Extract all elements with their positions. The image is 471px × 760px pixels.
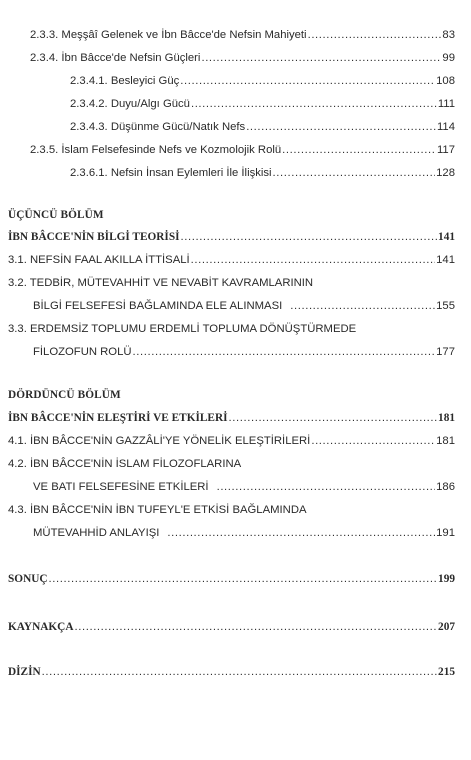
toc-entry-page: 191 (436, 527, 455, 539)
toc-entry-4-3-line1[interactable]: 4.3. İBN BÂCCE'NİN İBN TUFEYL'E ETKİSİ BAĞLAMINDA (8, 504, 307, 516)
dot-leader (217, 480, 436, 494)
toc-entry-2-3-5[interactable] (30, 143, 455, 157)
toc-entry-kaynakca[interactable] (8, 620, 455, 634)
toc-entry-title: VE BATI FELSEFESİNE ETKİLERİ (33, 481, 209, 493)
toc-entry-page: 99 (442, 52, 455, 64)
chapter-page: 141 (438, 231, 455, 243)
toc-entry-page: 155 (436, 300, 455, 312)
dot-leader (246, 120, 436, 134)
toc-entry-2-3-3[interactable] (30, 28, 455, 42)
toc-entry-page: 114 (436, 121, 455, 133)
dot-leader (201, 51, 441, 65)
toc-entry-2-3-4-1[interactable] (70, 74, 455, 88)
toc-entry-title: 2.3.4.2. Duyu/Algı Gücü (70, 98, 190, 110)
dot-leader (75, 620, 438, 634)
toc-entry-title: 2.3.5. İslam Felsefesinde Nefs ve Kozmolojik Rolü (30, 144, 282, 156)
toc-entry-page: 141 (436, 254, 455, 266)
dot-leader (282, 143, 436, 157)
toc-entry-2-3-4-3[interactable] (70, 120, 455, 134)
dot-leader (191, 253, 435, 267)
toc-entry-title: 2.3.4.1. Besleyici Güç (70, 75, 180, 87)
toc-entry-4-1[interactable] (8, 434, 455, 448)
toc-entry-3-3[interactable] (33, 345, 455, 359)
toc-entry-title: SONUÇ (8, 573, 48, 585)
dot-leader (181, 230, 438, 244)
dot-leader (167, 526, 435, 540)
chapter-3-label: ÜÇÜNCÜ BÖLÜM (8, 209, 104, 221)
toc-entry-sonuc[interactable] (8, 572, 455, 586)
toc-entry-page: 83 (442, 29, 455, 41)
toc-entry-title: 4.1. İBN BÂCCE'NİN GAZZÂLİ'YE YÖNELİK ELEŞTİRİLERİ (8, 435, 311, 447)
dot-leader (180, 74, 435, 88)
toc-entry-2-3-4[interactable] (30, 51, 455, 65)
chapter-4-label: DÖRDÜNCÜ BÖLÜM (8, 389, 121, 401)
toc-entry-3-2-line1[interactable]: 3.2. TEDBİR, MÜTEVAHHİT VE NEVABİT KAVRAMLARININ (8, 277, 314, 289)
toc-entry-4-3[interactable] (33, 526, 455, 540)
dot-leader (42, 665, 437, 679)
dot-leader (49, 572, 438, 586)
dot-leader (290, 299, 435, 313)
toc-entry-title: 2.3.6.1. Nefsin İnsan Eylemleri İle İlişkisi (70, 167, 272, 179)
chapter-3-title-entry[interactable] (8, 230, 455, 244)
toc-entry-title: DİZİN (8, 666, 41, 678)
toc-entry-title: BİLGİ FELSEFESİ BAĞLAMINDA ELE ALINMASI (33, 300, 283, 312)
toc-entry-page: 181 (436, 435, 455, 447)
toc-entry-page: 117 (436, 144, 455, 156)
toc-entry-2-3-6-1[interactable] (70, 166, 455, 180)
toc-entry-title: 2.3.4. İbn Bâcce'de Nefsin Güçleri (30, 52, 201, 64)
dot-leader (229, 411, 438, 425)
dot-leader (191, 97, 437, 111)
toc-entry-3-3-line1[interactable]: 3.3. ERDEMSİZ TOPLUMU ERDEMLİ TOPLUMA DÖNÜŞTÜRMEDE (8, 323, 357, 335)
toc-entry-dizin[interactable] (8, 665, 455, 679)
dot-leader (308, 28, 442, 42)
toc-entry-page: 199 (438, 573, 455, 585)
toc-entry-3-1[interactable] (8, 253, 455, 267)
toc-entry-page: 128 (436, 167, 455, 179)
toc-entry-title: FİLOZOFUN ROLÜ (33, 346, 132, 358)
toc-entry-title: 2.3.4.3. Düşünme Gücü/Natık Nefs (70, 121, 246, 133)
toc-entry-title: 3.1. NEFSİN FAAL AKILLA İTTİSALİ (8, 254, 190, 266)
chapter-title: İBN BÂCCE'NİN ELEŞTİRİ VE ETKİLERİ (8, 412, 228, 424)
dot-leader (273, 166, 436, 180)
toc-entry-3-2[interactable] (33, 299, 455, 313)
chapter-page: 181 (438, 412, 455, 424)
toc-entry-page: 207 (438, 621, 455, 633)
toc-entry-page: 108 (436, 75, 455, 87)
toc-entry-4-2[interactable] (33, 480, 455, 494)
toc-entry-4-2-line1[interactable]: 4.2. İBN BÂCCE'NİN İSLAM FİLOZOFLARINA (8, 458, 242, 470)
toc-entry-title: MÜTEVAHHİD ANLAYIŞI (33, 527, 160, 539)
toc-entry-title: 2.3.3. Meşşâî Gelenek ve İbn Bâcce'de Nefsin Mahiyeti (30, 29, 307, 41)
dot-leader (311, 434, 435, 448)
dot-leader (133, 345, 436, 359)
toc-entry-page: 215 (438, 666, 455, 678)
toc-entry-page: 186 (436, 481, 455, 493)
chapter-4-title-entry[interactable] (8, 411, 455, 425)
toc-entry-2-3-4-2[interactable] (70, 97, 455, 111)
chapter-title: İBN BÂCCE'NİN BİLGİ TEORİSİ (8, 231, 180, 243)
toc-entry-page: 111 (437, 98, 455, 110)
toc-entry-page: 177 (436, 346, 455, 358)
toc-entry-title: KAYNAKÇA (8, 621, 74, 633)
